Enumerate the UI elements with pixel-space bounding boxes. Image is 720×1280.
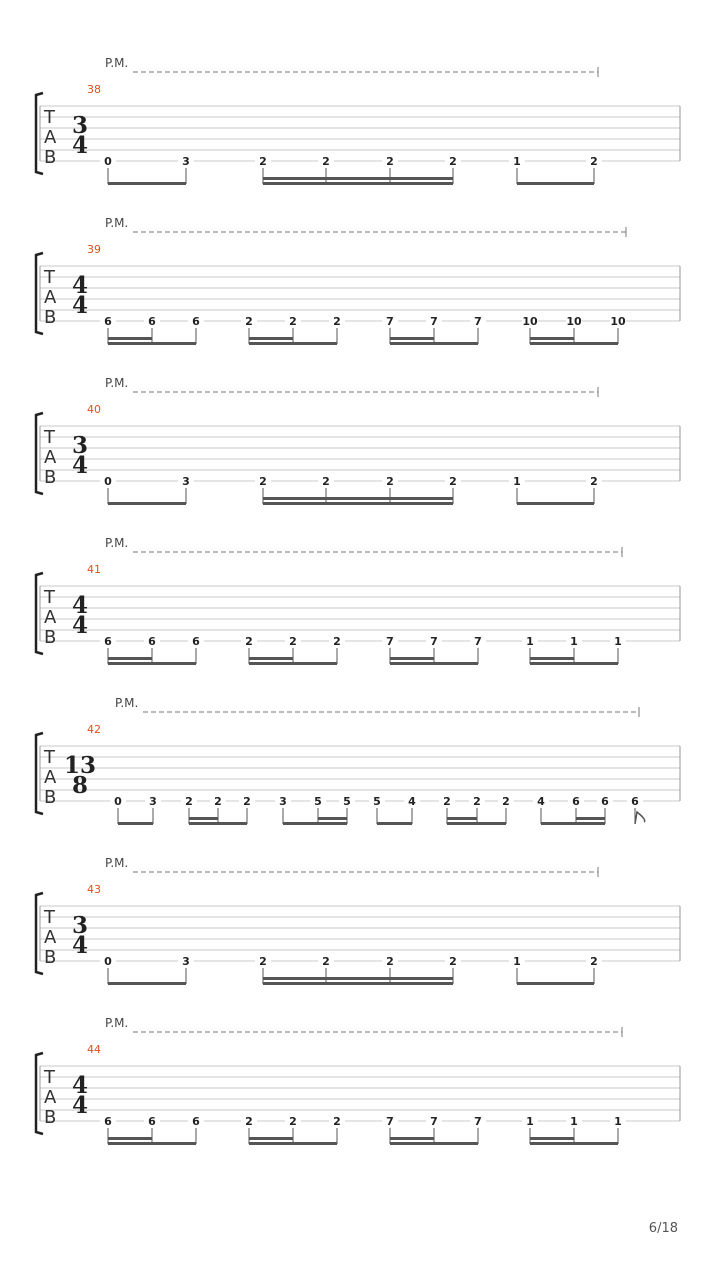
fret-number: 3: [279, 795, 287, 808]
beam-secondary: [108, 337, 152, 340]
beam-secondary: [318, 817, 347, 820]
tab-clef-letter: B: [44, 627, 57, 648]
time-signature-top: 3: [71, 912, 89, 939]
tab-clef-letter: T: [44, 107, 55, 128]
beam: [447, 822, 506, 825]
fret-number: 1: [526, 1115, 534, 1128]
tab-clef-letter: T: [44, 267, 55, 288]
staff-system: [36, 216, 680, 345]
fret-number: 6: [104, 635, 112, 648]
time-signature-bottom: 4: [71, 132, 89, 159]
staff-system: [36, 536, 680, 665]
tab-clef-letter: B: [44, 147, 57, 168]
fret-number: 2: [185, 795, 193, 808]
palm-mute-label: P.M.: [105, 536, 129, 550]
fret-number: 7: [386, 1115, 394, 1128]
fret-number: 2: [243, 795, 251, 808]
tab-clef-letter: T: [44, 427, 55, 448]
tab-clef-letter: A: [44, 127, 57, 148]
staff-system: [36, 856, 680, 985]
fret-number: 2: [322, 155, 330, 168]
beam-secondary: [390, 657, 434, 660]
beam-secondary: [108, 1137, 152, 1140]
time-signature-bottom: 4: [71, 932, 89, 959]
tab-clef-letter: A: [44, 447, 57, 468]
fret-number: 6: [148, 1115, 156, 1128]
tab-clef-letter: A: [44, 767, 57, 788]
fret-number: 2: [502, 795, 510, 808]
beam: [108, 1142, 196, 1145]
fret-number: 3: [182, 475, 190, 488]
fret-number: 7: [430, 635, 438, 648]
beam: [390, 1142, 478, 1145]
fret-number: 6: [148, 635, 156, 648]
tab-clef-letter: B: [44, 307, 57, 328]
fret-number: 2: [449, 955, 457, 968]
beam-secondary: [530, 1137, 574, 1140]
time-signature-top: 3: [71, 112, 89, 139]
tab-clef-letter: A: [44, 927, 57, 948]
beam-secondary: [390, 337, 434, 340]
fret-number: 7: [386, 635, 394, 648]
tab-clef-letter: T: [44, 747, 55, 768]
beam: [108, 342, 196, 345]
palm-mute-label: P.M.: [105, 56, 129, 70]
fret-number: 2: [386, 955, 394, 968]
tab-clef-letter: A: [44, 287, 57, 308]
beam-secondary: [249, 1137, 293, 1140]
time-signature-bottom: 4: [71, 1092, 89, 1119]
fret-number: 0: [104, 955, 112, 968]
fret-number: 2: [443, 795, 451, 808]
fret-number: 2: [245, 1115, 253, 1128]
staff-system: [36, 376, 680, 505]
time-signature-bottom: 4: [71, 452, 89, 479]
fret-number: 3: [149, 795, 157, 808]
beam-secondary: [189, 817, 218, 820]
fret-number: 6: [192, 315, 200, 328]
fret-number: 0: [104, 475, 112, 488]
beam: [517, 502, 594, 505]
fret-number: 6: [601, 795, 609, 808]
fret-number: 2: [590, 955, 598, 968]
time-signature-top: 4: [71, 592, 89, 619]
palm-mute-label: P.M.: [115, 696, 139, 710]
tab-clef-letter: B: [44, 787, 57, 808]
tab-clef-letter: T: [44, 1067, 55, 1088]
palm-mute-label: P.M.: [105, 856, 129, 870]
beam-secondary: [530, 657, 574, 660]
beam: [530, 662, 618, 665]
beam: [108, 662, 196, 665]
tab-clef-letter: B: [44, 947, 57, 968]
fret-number: 7: [430, 315, 438, 328]
beam: [390, 342, 478, 345]
fret-number: 1: [513, 955, 521, 968]
time-signature-bottom: 4: [71, 292, 89, 319]
page-number: 6/18: [648, 1221, 678, 1236]
fret-number: 5: [343, 795, 351, 808]
fret-number: 1: [570, 1115, 578, 1128]
measure-number: 44: [87, 1043, 101, 1056]
palm-mute-label: P.M.: [105, 1016, 129, 1030]
tab-clef-letter: A: [44, 607, 57, 628]
fret-number: 2: [214, 795, 222, 808]
note-flag: [635, 812, 645, 824]
beam-secondary: [390, 1137, 434, 1140]
fret-number: 7: [474, 315, 482, 328]
time-signature-bottom: 8: [71, 772, 89, 799]
palm-mute-label: P.M.: [105, 376, 129, 390]
fret-number: 2: [386, 475, 394, 488]
fret-number: 1: [526, 635, 534, 648]
beam-secondary: [530, 337, 574, 340]
fret-number: 1: [614, 1115, 622, 1128]
beam-secondary: [249, 657, 293, 660]
fret-number: 2: [289, 315, 297, 328]
time-signature-top: 3: [71, 432, 89, 459]
fret-number: 3: [182, 955, 190, 968]
tab-clef-letter: B: [44, 1107, 57, 1128]
time-signature-top: 4: [71, 1072, 89, 1099]
fret-number: 2: [449, 475, 457, 488]
fret-number: 7: [430, 1115, 438, 1128]
beam-secondary: [108, 657, 152, 660]
fret-number: 2: [333, 1115, 341, 1128]
beam-secondary: [576, 817, 605, 820]
measure-number: 40: [87, 403, 101, 416]
measure-number: 42: [87, 723, 101, 736]
beam: [390, 662, 478, 665]
staff-system: [36, 696, 680, 825]
beam-secondary: [249, 337, 293, 340]
fret-number: 6: [192, 635, 200, 648]
time-signature-top: 13: [63, 752, 97, 779]
beam: [377, 822, 412, 825]
beam: [283, 822, 347, 825]
measure-number: 39: [87, 243, 101, 256]
beam-secondary: [447, 817, 477, 820]
fret-number: 5: [314, 795, 322, 808]
beam: [263, 182, 453, 185]
beam: [249, 662, 337, 665]
beam-secondary: [263, 177, 453, 180]
fret-number: 6: [104, 315, 112, 328]
beam-secondary: [263, 497, 453, 500]
beam-secondary: [263, 977, 453, 980]
fret-number: 2: [333, 635, 341, 648]
fret-number: 2: [449, 155, 457, 168]
beam: [517, 182, 594, 185]
fret-number: 6: [631, 795, 639, 808]
tab-clef-letter: B: [44, 467, 57, 488]
fret-number: 1: [513, 155, 521, 168]
tab-clef-letter: T: [44, 907, 55, 928]
tab-clef-letter: T: [44, 587, 55, 608]
fret-number: 7: [386, 315, 394, 328]
fret-number: 7: [474, 635, 482, 648]
beam: [530, 342, 618, 345]
fret-number: 2: [289, 635, 297, 648]
fret-number: 10: [566, 315, 582, 328]
fret-number: 2: [386, 155, 394, 168]
fret-number: 6: [104, 1115, 112, 1128]
fret-number: 1: [513, 475, 521, 488]
fret-number: 6: [192, 1115, 200, 1128]
fret-number: 10: [610, 315, 626, 328]
fret-number: 2: [322, 475, 330, 488]
beam: [108, 502, 186, 505]
fret-number: 10: [522, 315, 538, 328]
fret-number: 2: [259, 955, 267, 968]
fret-number: 0: [114, 795, 122, 808]
tab-clef-letter: A: [44, 1087, 57, 1108]
fret-number: 2: [289, 1115, 297, 1128]
measure-number: 38: [87, 83, 101, 96]
beam: [108, 982, 186, 985]
beam: [108, 182, 186, 185]
fret-number: 0: [104, 155, 112, 168]
beam: [517, 982, 594, 985]
beam: [263, 982, 453, 985]
fret-number: 6: [148, 315, 156, 328]
fret-number: 2: [473, 795, 481, 808]
fret-number: 2: [259, 475, 267, 488]
time-signature-bottom: 4: [71, 612, 89, 639]
beam: [263, 502, 453, 505]
fret-number: 2: [333, 315, 341, 328]
staff-system: [36, 1016, 680, 1145]
fret-number: 2: [259, 155, 267, 168]
beam: [249, 342, 337, 345]
fret-number: 1: [570, 635, 578, 648]
beam: [118, 822, 153, 825]
staff-system: [36, 56, 680, 185]
fret-number: 4: [537, 795, 545, 808]
beam: [189, 822, 247, 825]
measure-number: 41: [87, 563, 101, 576]
palm-mute-label: P.M.: [105, 216, 129, 230]
fret-number: 2: [322, 955, 330, 968]
measure-number: 43: [87, 883, 101, 896]
beam: [541, 822, 605, 825]
time-signature-top: 4: [71, 272, 89, 299]
beam: [530, 1142, 618, 1145]
fret-number: 5: [373, 795, 381, 808]
fret-number: 4: [408, 795, 416, 808]
fret-number: 3: [182, 155, 190, 168]
fret-number: 1: [614, 635, 622, 648]
fret-number: 2: [590, 475, 598, 488]
fret-number: 2: [590, 155, 598, 168]
fret-number: 2: [245, 315, 253, 328]
fret-number: 7: [474, 1115, 482, 1128]
beam: [249, 1142, 337, 1145]
fret-number: 6: [572, 795, 580, 808]
fret-number: 2: [245, 635, 253, 648]
